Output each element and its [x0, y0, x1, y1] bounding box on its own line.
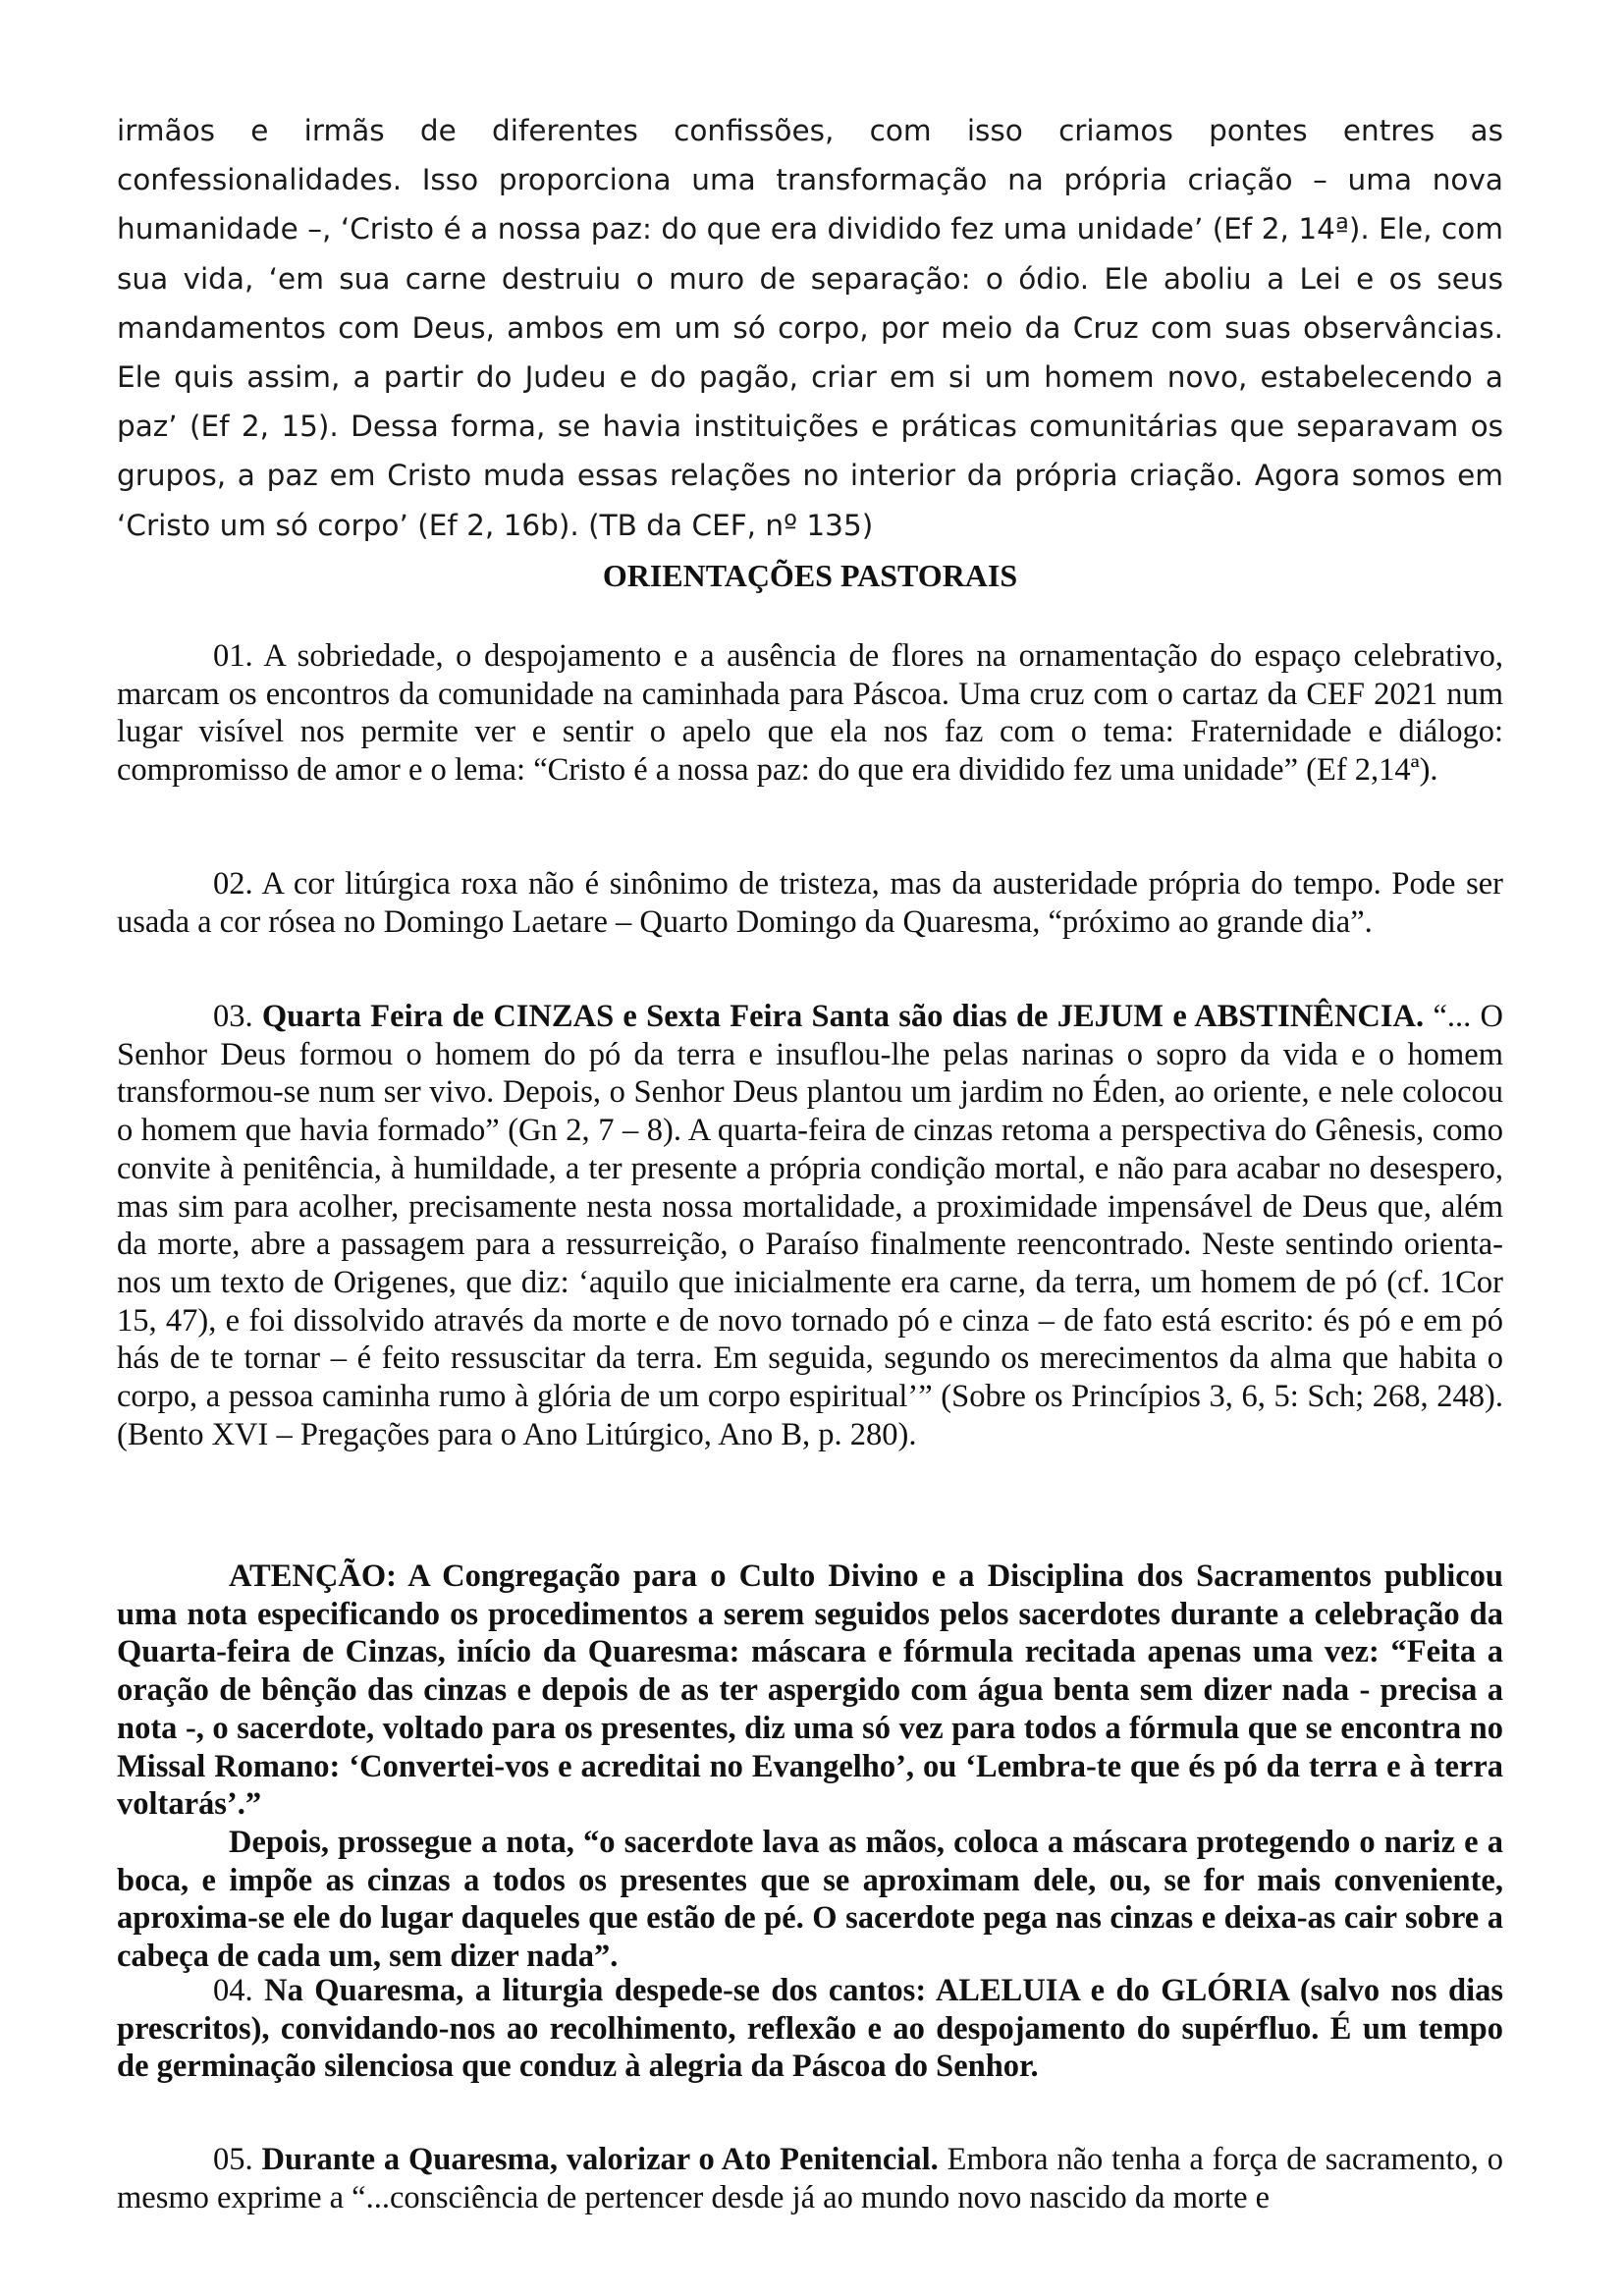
item-bold-lead: Quarta Feira de CINZAS e Sexta Feira Santa são dias de JEJUM e ABSTINÊNCIA.	[261, 999, 1425, 1034]
item-number: 03.	[213, 999, 253, 1034]
orientation-item-02	[117, 865, 1503, 941]
item-number: 05.	[213, 2142, 253, 2177]
item-text: “... O Senhor Deus formou o homem do pó da terra e insuflou-lhe pelas narinas o sopro da vida e o homem transformou-se num ser vivo. Depois, o Senhor Deus plantou um jardim no Éden, ao oriente, e nele colocou o homem que havia formado” (Gn 2, 7 – 8). A quarta-feira de cinzas retoma a perspectiva do Gênesis, como convite à penitência, à humildade, a ter presente a própria condição mortal, e não para acabar no desespero, mas sim para acolher, precisamente nesta nossa mortalidade, a proximidade impensável de Deus que, além da morte, abre a passagem para a ressurreição, o Paraíso finalmente reencontrado. Neste sentindo orienta-nos um texto de Origenes, que diz: ‘aquilo que inicialmente era carne, da terra, um homem de pó (cf. 1Cor 15, 47), e foi dissolvido através da morte e de novo tornado pó e cinza – de fato está escrito: és pó e em pó hás de te tornar – é feito ressuscitar da terra. Em seguida, segundo os merecimentos da alma que habita o corpo, a pessoa caminha rumo à glória de um corpo espiritual’” (Sobre os Princípios 3, 6, 5: Sch; 268, 248). (Bento XVI – Pregações para o Ano Litúrgico, Ano B, p. 280).	[117, 999, 1503, 1452]
attention-text: ATENÇÃO: A Congregação para o Culto Divino e a Disciplina dos Sacramentos publicou uma nota especificando os procedimentos a serem seguidos pelos sacerdotes durante a celebração da Quarta-feira de Cinzas, início da Quaresma: máscara e fórmula recitada apenas uma vez: “Feita a oração de bênção das cinzas e depois de as ter aspergido com água benta sem dizer nada - precisa a nota -, o sacerdote, voltado para os presentes, diz uma só vez para todos a fórmula que se encontra no Missal Romano: ‘Convertei-vos e acreditai no Evangelho’, ou ‘Lembra-te que és pó da terra e à terra voltarás’.”	[117, 1558, 1503, 1823]
attention-note	[117, 1558, 1503, 1824]
item-text: Embora não tenha a força de sacramento, o mesmo exprime a “...consciência de pertencer desde já ao mundo novo nascido da morte e	[117, 2142, 1504, 2215]
orientation-item-01	[117, 637, 1503, 790]
item-number: 02.	[213, 866, 253, 902]
item-text: A cor litúrgica roxa não é sinônimo de tristeza, mas da austeridade própria do tempo. Pode ser usada a cor rósea no Domingo Laetare – Quarto Domingo da Quaresma, “próximo ao grande dia”.	[117, 866, 1503, 940]
item-bold-lead: Durante a Quaresma, valorizar o Ato Penitencial.	[261, 2142, 939, 2177]
attention-cont-text: Depois, prossegue a nota, “o sacerdote lava as mãos, coloca a máscara protegendo o nariz e a boca, e impõe as cinzas a todos os presentes que se aproximam dele, ou, se for mais conveniente, aproxima-se ele do lugar daqueles que estão de pé. O sacerdote pega nas cinzas e deixa-as cair sobre a cabeça de cada um, sem dizer nada”.	[117, 1825, 1503, 1975]
item-number: 04.	[213, 1973, 253, 2008]
orientation-item-03	[117, 998, 1503, 1453]
orientation-item-04	[117, 1972, 1503, 2086]
item-bold-text: Na Quaresma, a liturgia despede-se dos cantos: ALELUIA e do GLÓRIA (salvo nos dias prescritos), convidando-nos ao recolhimento, reflexão e ao despojamento do supérfluo. É um tempo de germinação silenciosa que conduz à alegria da Páscoa do Senhor.	[117, 1973, 1503, 2085]
attention-note-continued	[117, 1824, 1503, 1976]
item-number: 01.	[213, 638, 253, 674]
item-text: A sobriedade, o despojamento e a ausência de flores na ornamentação do espaço celebrativo, marcam os encontros da comunidade na caminhada para Páscoa. Uma cruz com o cartaz da CEF 2021 num lugar visível nos permite ver e sentir o apelo que ela nos faz com o tema: Fraternidade e diálogo: compromisso de amor e o lema: “Cristo é a nossa paz: do que era dividido fez uma unidade” (Ef 2,14ª).	[117, 638, 1503, 789]
orientation-item-05	[117, 2141, 1503, 2216]
intro-paragraph: irmãos e irmãs de diferentes confissões, com isso criamos pontes entres as confessionalidades. Isso proporciona uma transformação na própria criação – uma nova humanidade –, ‘Cristo é a nossa paz: do que era dividido fez uma unidade’ (Ef 2, 14ª). Ele, com sua vida, ‘em sua carne destruiu o muro de separação: o ódio. Ele aboliu a Lei e os seus mandamentos com Deus, ambos em um só corpo, por meio da Cruz com suas observâncias. Ele quis assim, a partir do Judeu e do pagão, criar em si um homem novo, estabelecendo a paz’ (Ef 2, 15). Dessa forma, se havia instituições e práticas comunitárias que separavam os grupos, a paz em Cristo muda essas relações no interior da própria criação. Agora somos em ‘Cristo um só corpo’ (Ef 2, 16b). (TB da CEF, nº 135)	[117, 114, 1503, 542]
section-heading: ORIENTAÇÕES PASTORAIS	[602, 558, 1018, 593]
